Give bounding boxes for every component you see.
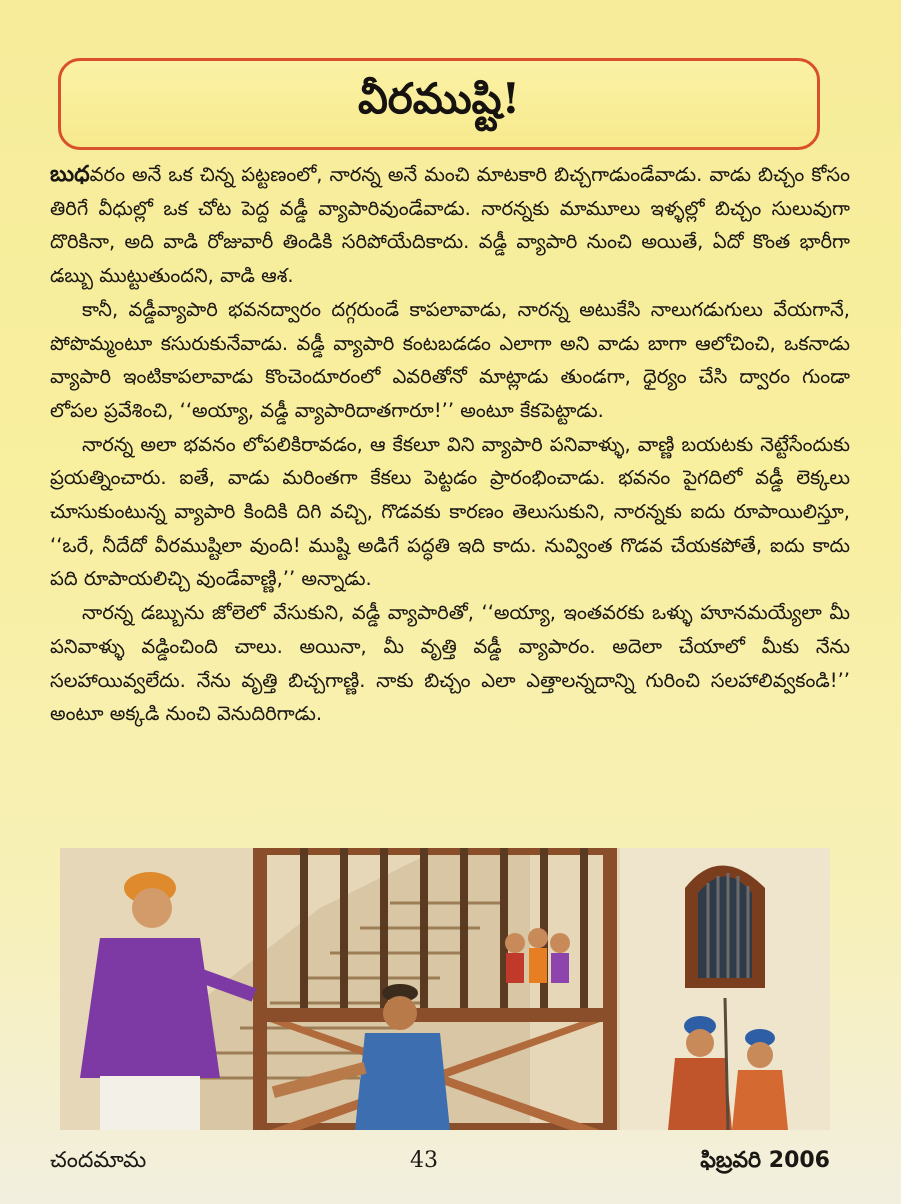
story-title: వీరముష్టి!: [357, 74, 521, 123]
lead-word: బుధ: [50, 162, 90, 187]
paragraph-1: [50, 158, 850, 293]
page-number: 43: [410, 1148, 438, 1173]
paragraph-4: నారన్న డబ్బును జోలెలో వేసుకుని, వడ్డీ వ్యాపారితో, ‘‘అయ్యా, ఇంతవరకు ఒళ్ళు హూనమయ్యేలా మీ పనివాళ్ళు వడ్డించింది చాలు. అయినా, మీ వృత్తి వడ్డీ వ్యాపారం. అదెలా చేయాలో మీకు నేను సలహాయివ్వలేదు. నేను వృత్తి బిచ్చగాణ్ణి. నాకు బిచ్చం ఎలా ఎత్తాలన్నదాన్ని గురించి సలహాలివ్వకండి!’’ అంటూ అక్కడి నుంచి వెనుదిరిగాడు.: [50, 601, 850, 726]
story-body: [50, 158, 850, 731]
magazine-name: చందమామ: [50, 1148, 147, 1173]
paragraph-3: నారన్న అలా భవనం లోపలికిరావడం, ఆ కేకలూ విని వ్యాపారి పనివాళ్ళు, వాణ్ణి బయటకు నెట్టేసేందుకు ప్రయత్నించారు. ఐతే, వాడు మరింతగా కేకలు పెట్టడం ప్రారంభించాడు. భవనం పైగదిలో వడ్డీ లెక్కలు చూసుకుంటున్న వ్యాపారి కిందికి దిగి వచ్చి, గొడవకు కారణం తెలుసుకుని, నారన్నకు ఐదు రూపాయిలిస్తూ, ‘‘ఒరే, నీదేదో వీరముష్టిలా వుంది! ముష్టి అడిగే పద్ధతి ఇది కాదు. నువ్వింత గొడవ చేయకపోతే, ఐదు కాదు పది రూపాయలిచ్చి వుండేవాణ్ణి,’’ అన్నాడు.: [50, 432, 850, 591]
issue-date: ఫిబ్రవరి 2006: [700, 1148, 830, 1173]
story-illustration: [60, 848, 830, 1130]
title-banner: [58, 58, 820, 150]
paragraph-2: కానీ, వడ్డీవ్యాపారి భవనద్వారం దగ్గరుండే కాపలావాడు, నారన్న అటుకేసి నాలుగడుగులు వేయగానే, పోపొమ్మంటూ కసురుకునేవాడు. వడ్డీ వ్యాపారి కంటబడడం ఎలాగా అని వాడు బాగా ఆలోచించి, ఒకనాడు వ్యాపారి ఇంటికాపలావాడు కొంచెందూరంలో ఎవరితోనో మాట్లాడు తుండగా, ధైర్యం చేసి ద్వారం గుండా లోపల ప్రవేశించి, ‘‘అయ్యా, వడ్డీ వ్యాపారిదాతగారూ!’’ అంటూ కేకపెట్టాడు.: [50, 297, 850, 422]
page-footer: [50, 1148, 830, 1188]
paragraph-1-text: వరం అనే ఒక చిన్న పట్టణంలో, నారన్న అనే మంచి మాటకారి బిచ్చగాడుండేవాడు. వాడు బిచ్చం కోసం తిరిగే వీధుల్లో ఒక చోట పెద్ద వడ్డీ వ్యాపారివుండేవాడు. నారన్నకు మామూలు ఇళ్ళల్లో బిచ్చం సులువుగా దొరికినా, అది వాడి రోజువారీ తిండికి సరిపోయేదికాదు. వడ్డీ వ్యాపారి నుంచి అయితే, ఏదో కొంత భారీగా డబ్బు ముట్టుతుందని, వాడి ఆశ.: [50, 163, 850, 288]
